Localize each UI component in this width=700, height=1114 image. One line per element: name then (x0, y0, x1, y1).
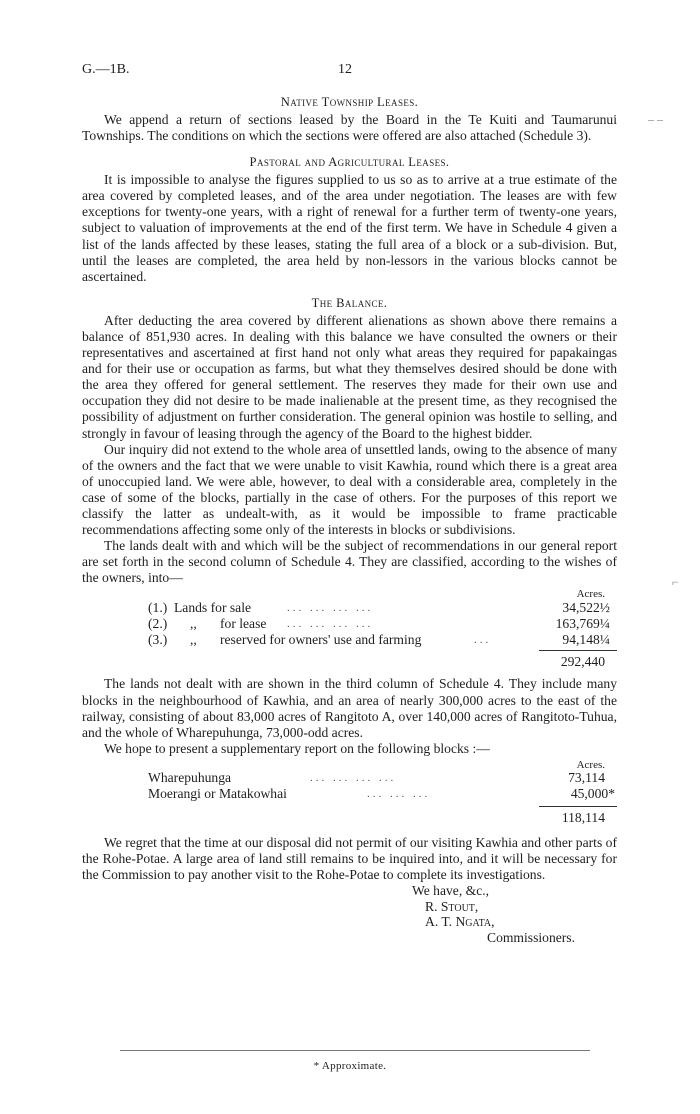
row-value: 34,522½ (562, 600, 610, 616)
section-heading-native-township-leases: Native Township Leases. (280, 95, 419, 109)
section-heading-the-balance: The Balance. (311, 295, 388, 310)
paragraph: We hope to present a supplementary report on the following blocks :— (104, 740, 490, 756)
section-heading-pastoral-leases: Pastoral and Agricultural Leases. (249, 155, 450, 170)
row-label: Lands for sale (174, 600, 252, 616)
page-header (82, 62, 617, 84)
table-row (82, 600, 617, 616)
document-page (82, 62, 617, 945)
unit-label: Acres. (576, 758, 605, 771)
leader-dots: ... ... ... ... (287, 618, 374, 631)
table-row (82, 770, 617, 786)
signature-block (82, 883, 617, 945)
supplementary-blocks-table (82, 757, 617, 825)
row-number: (3.) (148, 632, 168, 648)
paragraph: The lands not dealt with are shown in the third column of Schedule 4. They include many blocks in the neighbourhood of Kawhia, and an area of nearly 300,000 acres to the east of the railway, consisting of about 83,000 acres of Rangitoto A, over 140,000 acres of Rangitoto-Tuhua, and the whole of Wharepuhunga, 73,000-odd acres. (82, 676, 617, 740)
row-value: 45,000* (570, 785, 615, 801)
paragraph: We regret that the time at our disposal did not permit of our visiting Kawhia and other parts of the Rohe-Potae. A large area of land still remains to be inquired into, and it will be necessary for the Commission to pay another visit to the Rohe-Potae to complete its investigations. (82, 834, 617, 883)
row-number: (2.) (148, 616, 168, 632)
row-label: for lease (220, 616, 267, 632)
row-label: Moerangi or Matakowhai (148, 785, 287, 801)
page-number: 12 (338, 62, 352, 77)
footnote: * Approximate. (313, 1060, 387, 1072)
row-label: Wharepuhunga (148, 769, 232, 785)
paragraph: The lands dealt with and which will be the subject of recommendations in our general report are set forth in the second column of Schedule 4. They are classified, according to the wishes of the owners, into— (82, 538, 617, 586)
leader-dots: ... ... ... ... (287, 602, 374, 615)
table-total: 292,440 (560, 654, 605, 670)
ditto-mark: ,, (190, 632, 197, 648)
row-value: 94,148¼ (562, 632, 610, 648)
sum-rule (539, 806, 617, 807)
paragraph: Our inquiry did not extend to the whole area of unsettled lands, owing to the absence of many of the owners and the fact that we were unable to visit Kawhia, round which there is a great area of unoccupied land. We were able, however, to deal with a considerable area, completely in the case of some of the blocks, partially in the case of others. For the purposes of this report we classify the latter as undealt-with, as it would be impossible to frame practicable recommendations affecting some only of the interests in blocks or subdivisions. (82, 441, 617, 538)
leader-dots: ... ... ... (367, 787, 431, 800)
margin-mark: ‒ ‒ (648, 112, 663, 126)
signer-title: Commissioners. (487, 929, 575, 945)
ditto-mark: ,, (190, 616, 197, 632)
sum-rule (539, 650, 617, 651)
table-row (82, 632, 617, 648)
row-value: 163,769¼ (555, 616, 610, 632)
row-label: reserved for owners' use and farming (220, 632, 422, 648)
table-total: 118,114 (561, 809, 605, 825)
table-row (82, 616, 617, 632)
salutation: We have, &c., (412, 883, 490, 899)
row-value: 73,114 (568, 769, 605, 785)
unit-label: Acres. (576, 588, 605, 601)
leader-dots: ... ... ... ... (310, 771, 397, 784)
footnote-rule (120, 1050, 590, 1051)
table-row (82, 786, 617, 802)
row-number: (1.) (148, 600, 168, 616)
signer-ngata: A. T. Ngata, (425, 914, 495, 930)
paragraph: We append a return of sections leased by the Board in the Te Kuiti and Taumarunui Townships. The conditions on which the sections were offered are also attached (Schedule 3). (82, 112, 617, 144)
margin-mark: ⌐ (672, 575, 679, 589)
paragraph: After deducting the area covered by different alienations as shown above there remains a balance of 851,930 acres. In dealing with this balance we have consulted the owners or their representatives and ascertained at first hand not only what areas they required for papakaingas and for their use or occupation as farms, but what they themselves desired should be done with the area they offered for general settlement. The reserves they made for their own use and occupation they did not desire to be made inalienable at the present time, as they recognised the possibility of adjustment on further consideration. The general opinion was hostile to selling, and strongly in favour of leasing through the agency of the Board to the highest bidder. (82, 312, 617, 441)
leader-dots: ... (474, 634, 492, 647)
land-classification-table (82, 586, 617, 670)
signer-stout: R. Stout, (425, 898, 479, 914)
paragraph: It is impossible to analyse the figures supplied to us so as to arrive at a true estimate of the area covered by completed leases, and of the area under negotiation. The leases are with few exceptions for twenty-one years, with a right of renewal for a further term of twenty-one years, subject to valuation of improvements at the end of the first term. We have in Schedule 4 given a list of the lands affected by these leases, stating the full area of a block or a sub-division. But, until the leases are completed, the area held by non-lessors in the various blocks cannot be ascertained. (82, 172, 617, 284)
document-code: G.—1B. (82, 62, 130, 77)
